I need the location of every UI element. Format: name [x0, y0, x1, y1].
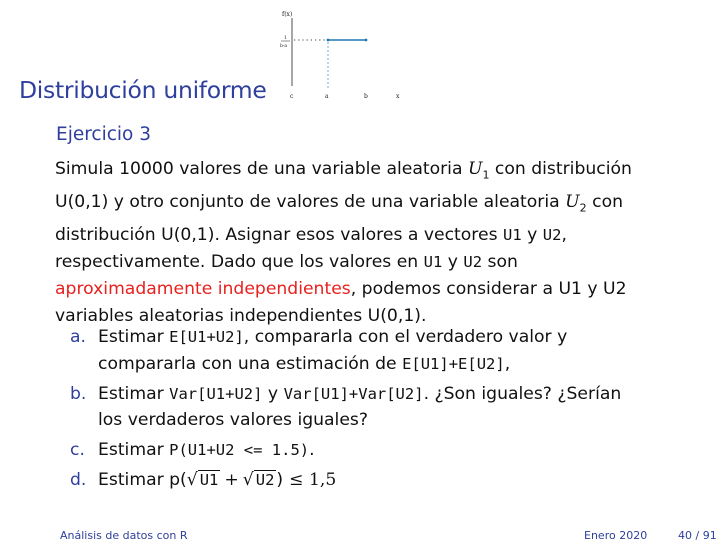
footer-course-title: Análisis de datos con R — [60, 529, 188, 542]
figure-endpoint-b — [365, 39, 368, 42]
var-u: U — [565, 192, 580, 213]
text-segment: , — [504, 353, 511, 374]
exercise-title: Ejercicio 3 — [56, 124, 152, 145]
sqrt-icon: √ — [186, 469, 198, 490]
sqrt-u1 — [187, 467, 221, 494]
text-segment: Simula 10000 valores de una variable aleatoria — [55, 159, 468, 179]
code-u1: U1 — [503, 226, 522, 245]
slide-title: Distribución uniforme — [19, 76, 267, 104]
text-segment: Estimar p( — [98, 469, 187, 490]
text-segment: con — [586, 192, 623, 213]
text-segment: , compararla con el verdadero valor y — [243, 327, 568, 347]
statement-line-5 — [55, 276, 695, 303]
item-label: b. — [70, 383, 87, 404]
text-segment: con distribución — [489, 159, 632, 179]
text-segment: . — [309, 440, 315, 461]
text-segment: Estimar — [98, 440, 170, 461]
figure-x-label-b: b — [364, 93, 368, 100]
figure-y-tick-den: b-a — [280, 44, 288, 49]
item-d-line-1 — [98, 467, 710, 494]
uniform-density-figure — [278, 4, 408, 100]
list-item-a — [70, 324, 710, 378]
footer-page-number: 40 / 91 — [678, 529, 717, 542]
text-segment: U(0,1) y otro conjunto de valores de una variable aleatoria — [55, 192, 566, 213]
code-expectation-sum: E[U1+U2] — [169, 328, 244, 346]
text-segment: ) — [276, 469, 284, 490]
item-label: c. — [70, 440, 85, 461]
figure-x-label-c: c — [290, 93, 294, 100]
list-item-d — [70, 467, 710, 494]
text-segment: y — [442, 252, 464, 273]
var-subscript: 2 — [579, 201, 587, 215]
item-label: d. — [70, 469, 87, 490]
code-sum-expectations: E[U1]+E[U2] — [402, 354, 505, 373]
item-label: a. — [70, 327, 86, 347]
code-sum-variances: Var[U1]+Var[U2] — [283, 384, 424, 403]
list-item-c — [70, 437, 710, 464]
plus-sign: + — [224, 469, 239, 490]
exercise-statement — [55, 156, 695, 330]
statement-line-6: variables aleatorias independientes U(0,1). — [55, 305, 427, 326]
figure-y-label: f(x) — [282, 11, 293, 18]
figure-x-label-x: x — [396, 93, 400, 100]
item-c-line-1 — [98, 437, 710, 464]
inequality: ≤ 1,5 — [289, 469, 337, 490]
item-b-line-1 — [98, 381, 710, 408]
text-segment: son — [482, 252, 518, 273]
text-segment: distribución U(0,1). Asignar esos valores a vectores — [55, 225, 503, 246]
item-a-line-1 — [98, 324, 710, 351]
text-segment: , — [561, 225, 567, 246]
item-a-line-2 — [98, 351, 710, 378]
sqrt-u2 — [243, 467, 277, 494]
code-u1: U1 — [423, 253, 443, 272]
figure-x-label-a: a — [325, 93, 329, 100]
text-segment: compararla con una estimación de — [98, 353, 403, 374]
statement-line-4 — [55, 249, 695, 276]
footer-date: Enero 2020 — [584, 529, 648, 542]
var-subscript: 1 — [482, 168, 490, 182]
exercise-items-list — [70, 324, 710, 497]
item-b-line-2: los verdaderos valores iguales? — [98, 410, 368, 431]
var-u: U — [467, 159, 483, 179]
code-u2: U2 — [463, 253, 483, 272]
figure-endpoint-a — [327, 39, 330, 42]
code-u2: U2 — [542, 226, 562, 245]
statement-line-1 — [55, 156, 695, 189]
list-item-b — [70, 381, 710, 435]
text-segment: y — [521, 225, 543, 246]
code-probability: P(U1+U2 <= 1.5) — [169, 441, 310, 460]
code-variance-sum: Var[U1+U2] — [169, 384, 263, 403]
text-segment: Estimar — [98, 383, 170, 404]
sqrt-icon: √ — [242, 469, 254, 490]
statement-line-2 — [55, 189, 695, 222]
text-segment: Estimar — [98, 327, 170, 347]
figure-y-tick-num: 1 — [284, 36, 287, 41]
highlight-independence: aproximadamente independientes — [55, 279, 351, 300]
text-segment: y — [262, 383, 284, 404]
radicand-u1: U1 — [199, 470, 219, 489]
text-segment: , podemos considerar a U1 y U2 — [350, 279, 627, 300]
text-segment: respectivamente. Dado que los valores en — [55, 252, 424, 273]
text-segment: . ¿Son iguales? ¿Serían — [423, 383, 622, 404]
radicand-u2: U2 — [255, 470, 275, 489]
statement-line-3 — [55, 222, 695, 249]
